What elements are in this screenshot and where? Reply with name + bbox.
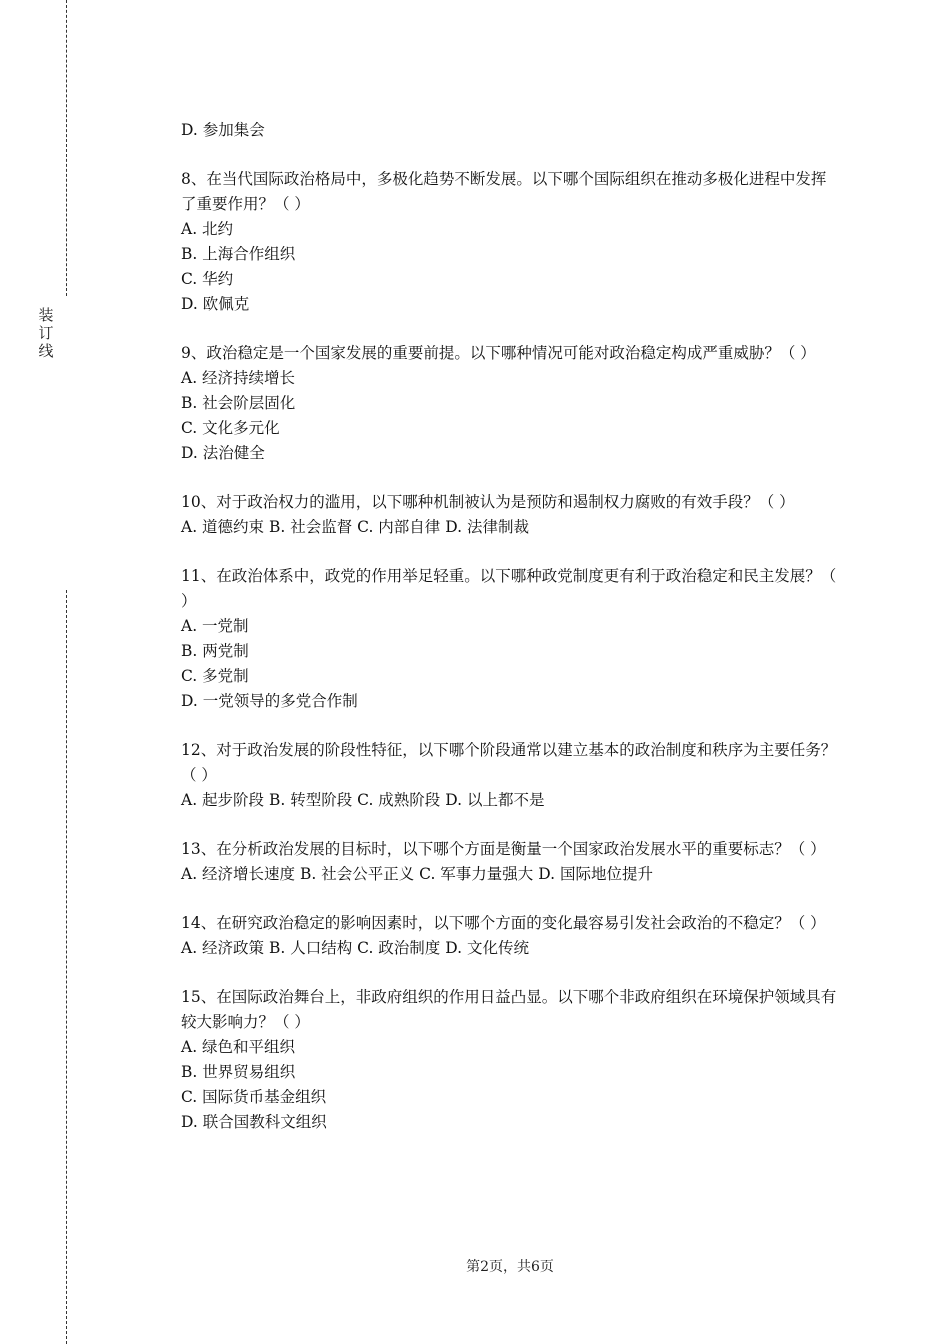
option-c: C. 国际货币基金组织 xyxy=(181,1088,327,1106)
question-8 xyxy=(181,167,841,317)
options-inline: A. 起步阶段 B. 转型阶段 C. 成熟阶段 D. 以上都不是 xyxy=(181,791,545,809)
option-c: C. 华约 xyxy=(181,270,234,288)
question-stem: 15、在国际政治舞台上，非政府组织的作用日益凸显。以下哪个非政府组织在环境保护领域具有较大影响力？（ ） xyxy=(181,988,837,1031)
option-b: B. 两党制 xyxy=(181,642,249,660)
question-13 xyxy=(181,837,841,887)
binding-label-char: 订 xyxy=(38,324,54,342)
option-b: B. 世界贸易组织 xyxy=(181,1063,296,1081)
options-inline: A. 道德约束 B. 社会监督 C. 内部自律 D. 法律制裁 xyxy=(181,518,529,536)
option-c: C. 文化多元化 xyxy=(181,419,280,437)
option-a: A. 北约 xyxy=(181,220,234,238)
option-d: D. 法治健全 xyxy=(181,444,265,462)
page-number: 第2页，共6页 xyxy=(466,1259,554,1275)
option-c: C. 多党制 xyxy=(181,667,249,685)
question-list xyxy=(181,118,841,1159)
option-d: D. 参加集会 xyxy=(181,121,265,139)
question-stem: 9、政治稳定是一个国家发展的重要前提。以下哪种情况可能对政治稳定构成严重威胁？（ ） xyxy=(181,344,816,362)
question-11 xyxy=(181,564,841,714)
options-inline: A. 经济政策 B. 人口结构 C. 政治制度 D. 文化传统 xyxy=(181,939,529,957)
binding-label-char: 装 xyxy=(38,306,54,324)
question-14 xyxy=(181,911,841,961)
question-12 xyxy=(181,738,841,813)
binding-line-bottom xyxy=(66,590,67,1344)
option-b: B. 上海合作组织 xyxy=(181,245,296,263)
question-stem: 8、在当代国际政治格局中，多极化趋势不断发展。以下哪个国际组织在推动多极化进程中发挥了重要作用？（ ） xyxy=(181,170,827,213)
question-stem: 14、在研究政治稳定的影响因素时，以下哪个方面的变化最容易引发社会政治的不稳定？（ ） xyxy=(181,914,826,932)
option-a: A. 经济持续增长 xyxy=(181,369,296,387)
option-d: D. 一党领导的多党合作制 xyxy=(181,692,358,710)
options-inline: A. 经济增长速度 B. 社会公平正义 C. 军事力量强大 D. 国际地位提升 xyxy=(181,865,653,883)
option-d: D. 联合国教科文组织 xyxy=(181,1113,327,1131)
question-stem: 10、对于政治权力的滥用，以下哪种机制被认为是预防和遏制权力腐败的有效手段？（ ） xyxy=(181,493,795,511)
question-9 xyxy=(181,341,841,466)
option-d: D. 欧佩克 xyxy=(181,295,250,313)
binding-label xyxy=(38,306,54,360)
question-stem: 13、在分析政治发展的目标时，以下哪个方面是衡量一个国家政治发展水平的重要标志？（ ） xyxy=(181,840,826,858)
question-stem: 11、在政治体系中，政党的作用举足轻重。以下哪种政党制度更有利于政治稳定和民主发展？（ ） xyxy=(181,567,837,610)
question-15 xyxy=(181,985,841,1135)
question-7-tail xyxy=(181,118,841,143)
option-a: A. 一党制 xyxy=(181,617,249,635)
binding-label-char: 线 xyxy=(38,342,54,360)
binding-line-top xyxy=(66,0,67,296)
question-stem: 12、对于政治发展的阶段性特征，以下哪个阶段通常以建立基本的政治制度和秩序为主要任务？（ ） xyxy=(181,741,837,784)
option-b: B. 社会阶层固化 xyxy=(181,394,296,412)
question-10 xyxy=(181,490,841,540)
option-a: A. 绿色和平组织 xyxy=(181,1038,296,1056)
